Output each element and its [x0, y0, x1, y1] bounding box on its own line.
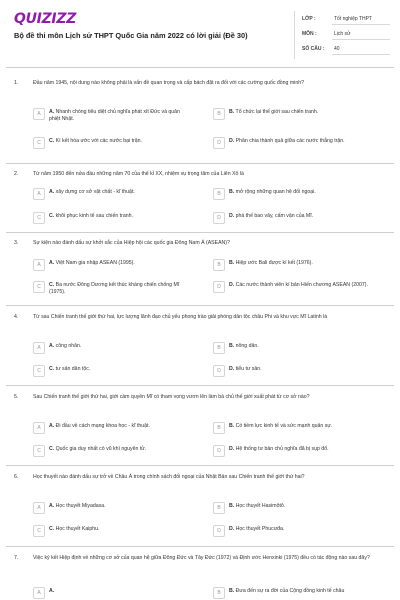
question-number: 5.: [14, 394, 19, 400]
question-separator: [6, 385, 394, 386]
meta-lop-line: [332, 24, 390, 25]
worksheet-header: [0, 0, 400, 66]
question-text: Sự kiện nào đánh dấu sự khởi sắc của Hiệp hội các quốc gia Đông Nam Á (ASEAN)?: [33, 240, 230, 246]
option-text: Ba nước Đông Dương kết thúc kháng chiến chống Mĩ (1975).: [49, 282, 180, 295]
option-text: nông dân.: [235, 343, 259, 349]
option-box: C: [33, 137, 45, 149]
question-number: 3.: [14, 240, 19, 246]
question-text: Học thuyết nào đánh dấu sự trở về Châu Á trong chính sách đối ngoại của Nhật Bản sau Chiến tranh thế giới thứ hai?: [33, 474, 305, 480]
option-box: B: [213, 342, 225, 354]
option-text: phá thế bao vây, cấm vận của Mĩ.: [235, 213, 314, 219]
option-label: [49, 109, 189, 122]
option-letter: D.: [229, 282, 235, 288]
option-letter: A.: [49, 503, 55, 509]
option-box: C: [33, 365, 45, 377]
option-text: Phân chia thành quả giữa các nước thắng trận.: [235, 138, 345, 144]
option-box: A: [33, 188, 45, 200]
question-text: Từ sau Chiến tranh thế giới thứ hai, lực lượng lãnh đạo chủ yếu phong trào giải phóng dân tộc châu Phi và khu vực Mĩ Latinh là: [33, 314, 328, 320]
option-label: [229, 503, 369, 510]
question-number: 2.: [14, 171, 19, 177]
option-label: [49, 138, 189, 145]
option-letter: B.: [229, 503, 235, 509]
option-text: Kí kết hòa ước với các nước bại trận.: [55, 138, 142, 144]
option-label: [229, 446, 369, 453]
meta-mon: [302, 28, 390, 40]
option-box: C: [33, 281, 45, 293]
option-label: [49, 366, 189, 373]
option-label: [49, 343, 189, 350]
option-letter: D.: [229, 213, 235, 219]
meta-socau-line: [332, 54, 390, 55]
option-letter: C.: [49, 138, 55, 144]
option-text: Có tiềm lực kinh tế và sức mạnh quân sự.: [235, 423, 333, 429]
option-letter: D.: [229, 446, 235, 452]
option-text: Hệ thống tư bản chủ nghĩa đã bị sụp đổ.: [235, 446, 329, 452]
option-label: [229, 109, 369, 116]
option-label: [49, 503, 189, 510]
question-separator: [6, 546, 394, 547]
question-text: Việc ký kết Hiệp định về những cơ sở của quan hệ giữa Đông Đức và Tây Đức (1972) và Định ước Henxinki (1975) đều có tác động nào sau đây?: [33, 555, 370, 561]
option-box: A: [33, 342, 45, 354]
option-box: A: [33, 108, 45, 120]
option-text: xây dựng cơ sở vật chất - kĩ thuật.: [55, 189, 135, 195]
option-label: [229, 343, 369, 350]
option-letter: C.: [49, 366, 55, 372]
header-separator: [6, 67, 394, 68]
option-letter: D.: [229, 526, 235, 532]
option-box: D: [213, 281, 225, 293]
meta-mon-value: Lịch sử: [334, 31, 351, 37]
option-label: [49, 526, 189, 533]
option-letter: D.: [229, 138, 235, 144]
option-text: Việt Nam gia nhập ASEAN (1995).: [55, 260, 135, 266]
option-letter: A.: [49, 588, 55, 594]
option-box: B: [213, 587, 225, 599]
option-letter: A.: [49, 109, 55, 115]
option-letter: C.: [49, 526, 55, 532]
question-number: 6.: [14, 474, 19, 480]
option-box: D: [213, 365, 225, 377]
option-label: [229, 282, 369, 289]
option-text: Đưa đến sự ra đời của Cộng đồng kinh tế châu: [235, 588, 345, 594]
question-number: 4.: [14, 314, 19, 320]
option-letter: A.: [49, 423, 55, 429]
option-text: tư sản dân tộc.: [55, 366, 91, 372]
option-text: Học thuyết Hasimôtô.: [235, 503, 286, 509]
option-box: B: [213, 108, 225, 120]
question-text: Sau Chiến tranh thế giới thứ hai, giới cầm quyền Mĩ có tham vọng vươn lên làm bá chủ thế giới xuất phát từ cơ sở nào?: [33, 394, 310, 400]
option-box: A: [33, 502, 45, 514]
question-separator: [6, 232, 394, 233]
option-box: D: [213, 137, 225, 149]
option-label: [229, 366, 369, 373]
option-label: [49, 213, 189, 220]
question-separator: [6, 465, 394, 466]
option-box: B: [213, 422, 225, 434]
option-text: Tổ chức lại thế giới sau chiến tranh.: [235, 109, 319, 115]
option-letter: B.: [229, 588, 235, 594]
option-letter: D.: [229, 366, 235, 372]
option-text: tiểu tư sản.: [235, 366, 262, 372]
meta-lop: [302, 13, 390, 25]
question-text: Từ năm 1950 đến nửa đầu những năm 70 của thế kỉ XX, nhiệm vụ trọng tâm của Liên Xô là: [33, 171, 244, 177]
option-box: C: [33, 525, 45, 537]
option-label: [49, 423, 189, 430]
option-box: B: [213, 502, 225, 514]
option-text: Quốc gia duy nhất có vũ khí nguyên tử.: [55, 446, 147, 452]
question-number: 7.: [14, 555, 19, 561]
option-label: [49, 189, 189, 196]
meta-mon-label: MÔN :: [302, 31, 317, 37]
question-separator: [6, 163, 394, 164]
option-letter: A.: [49, 189, 55, 195]
option-box: A: [33, 422, 45, 434]
option-label: [229, 423, 369, 430]
option-box: D: [213, 212, 225, 224]
option-letter: B.: [229, 260, 235, 266]
option-text: Học thuyết Phucưđa.: [235, 526, 285, 532]
option-label: [229, 138, 369, 145]
option-label: [229, 189, 369, 196]
option-text: công nhân.: [55, 343, 82, 349]
option-letter: C.: [49, 213, 55, 219]
meta-mon-line: [332, 39, 390, 40]
header-divider: [294, 11, 295, 59]
option-letter: C.: [49, 446, 55, 452]
option-box: B: [213, 259, 225, 271]
option-label: [49, 282, 189, 295]
option-label: [49, 588, 189, 595]
option-box: C: [33, 212, 45, 224]
option-box: D: [213, 445, 225, 457]
meta-lop-value: Tốt nghiệp THPT: [334, 16, 372, 22]
option-box: C: [33, 445, 45, 457]
option-box: A: [33, 259, 45, 271]
option-label: [229, 260, 369, 267]
meta-socau-value: 40: [334, 46, 340, 52]
option-text: Học thuyết Miyadasa.: [55, 503, 106, 509]
document-title: Bộ đề thi môn Lịch sử THPT Quốc Gia năm 2022 có lời giải (Đề 30): [14, 31, 248, 40]
option-box: B: [213, 188, 225, 200]
option-text: Đi đầu về cách mạng khoa học - kĩ thuật.: [55, 423, 150, 429]
option-text: khôi phục kinh tế sau chiến tranh.: [55, 213, 133, 219]
question-separator: [6, 305, 394, 306]
option-text: mở rộng những quan hệ đối ngoại.: [235, 189, 316, 195]
option-letter: A.: [49, 343, 55, 349]
option-letter: B.: [229, 423, 235, 429]
option-letter: B.: [229, 109, 235, 115]
option-text: Các nước thành viên kí bản Hiến chương ASEAN (2007).: [235, 282, 368, 288]
option-letter: C.: [49, 282, 55, 288]
option-label: [49, 446, 189, 453]
option-letter: B.: [229, 189, 235, 195]
option-letter: B.: [229, 343, 235, 349]
option-label: [229, 588, 369, 595]
option-text: Hiệp ước Bali được kí kết (1976).: [235, 260, 313, 266]
meta-socau: [302, 43, 390, 55]
option-label: [229, 213, 369, 220]
meta-lop-label: LỚP :: [302, 16, 316, 22]
option-label: [49, 260, 189, 267]
quizizz-logo: QUIZIZZ: [14, 11, 77, 27]
question-text: Đầu năm 1945, nội dung nào không phải là vấn đề quan trọng và cấp bách đặt ra đối với các cường quốc đồng minh?: [33, 80, 304, 86]
option-box: D: [213, 525, 225, 537]
question-number: 1.: [14, 80, 19, 86]
meta-socau-label: SỐ CÂU :: [302, 46, 325, 52]
option-box: A: [33, 587, 45, 599]
option-text: Học thuyết Kaiphu.: [55, 526, 100, 532]
option-text: Nhanh chóng tiêu diệt chủ nghĩa phát xít Đức và quân phiệt Nhật.: [49, 109, 180, 122]
option-letter: A.: [49, 260, 55, 266]
option-label: [229, 526, 369, 533]
